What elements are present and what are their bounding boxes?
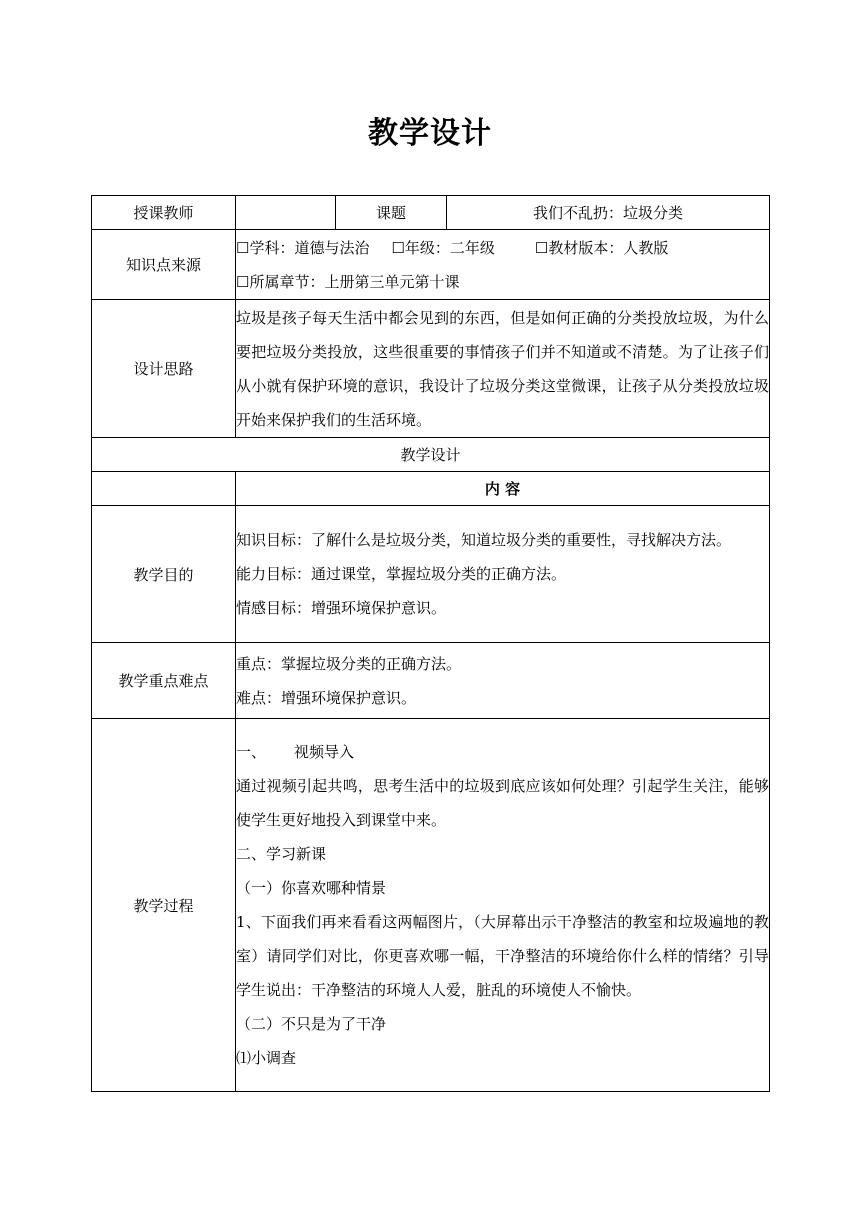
objectives-content bbox=[236, 506, 770, 643]
grade-field: ☐年级：二年级 bbox=[391, 239, 495, 257]
content-heading: 内 容 bbox=[236, 472, 770, 506]
section-heading-row bbox=[92, 438, 770, 472]
header-row bbox=[92, 196, 770, 230]
key-points-content bbox=[236, 643, 770, 719]
section-heading: 教学设计 bbox=[92, 438, 770, 472]
content-heading-row bbox=[92, 472, 770, 506]
key-point: 重点：掌握垃圾分类的正确方法。 bbox=[236, 654, 462, 673]
process-line: 通过视频引起共鸣，思考生活中的垃圾到底应该如何处理？引起学生关注，能够使学生更好地投入到课堂中来。 bbox=[236, 777, 769, 829]
design-idea-label: 设计思路 bbox=[92, 300, 236, 438]
objective-ability: 能力目标：通过课堂，掌握垃圾分类的正确方法。 bbox=[236, 565, 567, 583]
process-line: （一）你喜欢哪种情景 bbox=[236, 879, 387, 897]
process-line: ⑴小调查 bbox=[236, 1049, 297, 1067]
edition-field: ☐教材版本：人教版 bbox=[534, 239, 669, 257]
process-row bbox=[92, 719, 770, 1092]
knowledge-source-row bbox=[92, 230, 770, 300]
objective-knowledge: 知识目标：了解什么是垃圾分类，知道垃圾分类的重要性，寻找解决方法。 bbox=[236, 531, 732, 549]
objectives-row bbox=[92, 506, 770, 643]
knowledge-source-label: 知识点来源 bbox=[92, 230, 236, 300]
teacher-label: 授课教师 bbox=[92, 196, 236, 230]
design-idea-text: 垃圾是孩子每天生活中都会见到的东西，但是如何正确的分类投放垃圾，为什么要把垃圾分类投放，这些很重要的事情孩子们并不知道或不清楚。为了让孩子们从小就有保护环境的意识，我设计了垃圾分类这堂微课，让孩子从分类投放垃圾开始来保护我们的生活环境。 bbox=[236, 300, 770, 438]
process-content bbox=[236, 719, 770, 1092]
document-title: 教学设计 bbox=[368, 116, 492, 151]
process-line: 1、下面我们再来看看这两幅图片，（大屏幕出示干净整洁的教室和垃圾遍地的教室）请同学们对比，你更喜欢哪一幅，干净整洁的环境给你什么样的情绪？引导学生说出：干净整洁的环境人人爱，脏乱的环境使人不愉快。 bbox=[236, 913, 769, 999]
key-points-label: 教学重点难点 bbox=[92, 643, 236, 719]
process-line: 二、学习新课 bbox=[236, 845, 327, 863]
objective-emotion: 情感目标：增强环境保护意识。 bbox=[236, 599, 447, 617]
knowledge-source-content bbox=[236, 230, 770, 300]
lesson-design-table bbox=[91, 195, 770, 1092]
design-idea-row bbox=[92, 300, 770, 438]
topic-label: 课题 bbox=[336, 196, 447, 230]
teacher-value bbox=[236, 196, 336, 230]
process-line: （二）不只是为了干净 bbox=[236, 1015, 387, 1033]
objectives-label: 教学目的 bbox=[92, 506, 236, 643]
difficult-point: 难点：增强环境保护意识。 bbox=[236, 688, 417, 707]
content-heading-blank bbox=[92, 472, 236, 506]
topic-value: 我们不乱扔：垃圾分类 bbox=[447, 196, 770, 230]
chapter-field: ☐所属章节：上册第三单元第十课 bbox=[236, 273, 460, 291]
key-points-row bbox=[92, 643, 770, 719]
process-label: 教学过程 bbox=[92, 719, 236, 1092]
subject-field: ☐学科：道德与法治 bbox=[236, 239, 370, 257]
process-step-1: 一、 视频导入 bbox=[236, 743, 355, 761]
